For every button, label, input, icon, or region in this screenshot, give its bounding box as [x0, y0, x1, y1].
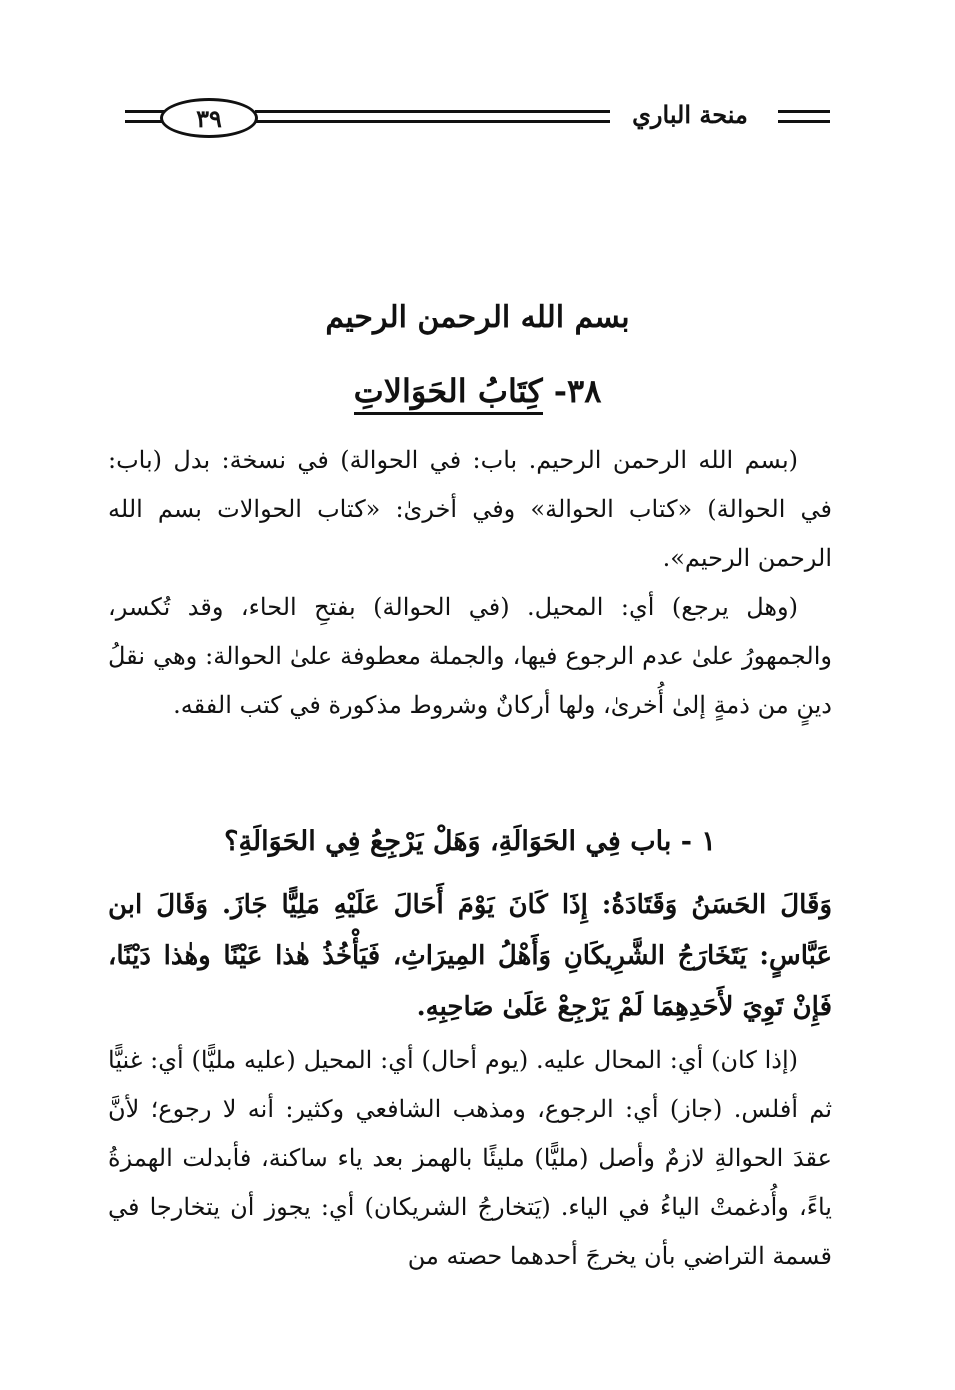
header-rule-mid-top	[255, 110, 610, 113]
header-rule-right-bottom	[778, 120, 830, 123]
commentary-block-1	[108, 436, 832, 730]
chapter-heading: ١ - باب فِي الحَوَالَةِ، وَهَلْ يَرْجِعُ فِي الحَوَالَةِ؟	[224, 826, 716, 857]
book-heading	[0, 372, 955, 415]
commentary-paragraph: (إذا كان) أي: المحال عليه. (يوم أحال) أي: المحيل (عليه مليًّا) أي: غنيًّا ثم أفلس. (جاز) أي: الرجوع، ومذهب الشافعي وكثير: أنه لا رجوع؛ لأنَّ عقدَ الحوالةِ لازمٌ وأصل (مليًّا) مليئًا بالهمز بعد ياء ساكنة، فأبدلت الهمزةُ ياءً، وأُدغمتْ الياءُ في الياء. (يَتخارجُ الشريكان) أي: يجوز أن يتخارجا في قسمة التراضي بأن يخرجَ أحدهما حصته من	[108, 1046, 832, 1270]
book-number: ٣٨-	[553, 372, 602, 410]
header-rule-mid-bottom	[255, 120, 610, 123]
header-rule-right-top	[778, 110, 830, 113]
hadith-paragraph: وَقَالَ الحَسَنُ وَقَتَادَةُ: إِذَا كَانَ يَوْمَ أَحَالَ عَلَيْهِ مَلِيًّا جَازَ. وَقَالَ ابن عَبَّاسٍ: يَتَخَارَجُ الشَّرِيكَانِ وَأَهْلُ المِيرَاثِ، فَيَأْخُذُ هٰذا عَيْنًا وهٰذا دَيْنًا، فَإِنْ تَوِيَ لأَحَدِهِمَا لَمْ يَرْجِعْ عَلَىٰ صَاحِبِهِ.	[108, 890, 832, 1022]
book-title: كِتَابُ الحَوَالاتِ	[354, 372, 543, 415]
page-number: ٣٩	[160, 98, 258, 138]
header-rule-left-top	[125, 110, 165, 113]
commentary-block-2	[108, 1036, 832, 1281]
header-rule-left-bottom	[125, 120, 165, 123]
commentary-paragraph: (وهل يرجع) أي: المحيل. (في الحوالة) بفتحِ الحاء، وقد تُكسر، والجمهورُ علىٰ عدم الرجوع فيها، والجملة معطوفة علىٰ الحوالة: وهي نقلُ دينٍ من ذمةٍ إلىٰ أُخرىٰ، ولها أركانٌ وشروط مذكورة في كتب الفقه.	[108, 593, 832, 719]
hadith-text	[108, 880, 832, 1033]
running-title: منحة الباري	[632, 100, 748, 129]
commentary-paragraph: (بسم الله الرحمن الرحيم. باب: في الحوالة) في نسخة: بدل (باب: في الحوالة) «كتاب الحوالة» وفي أخرىٰ: «كتاب الحوالات بسم الله الرحمن الرحيم».	[108, 446, 832, 572]
page-header	[0, 0, 955, 150]
basmala: بسم الله الرحمن الرحيم	[325, 300, 630, 335]
